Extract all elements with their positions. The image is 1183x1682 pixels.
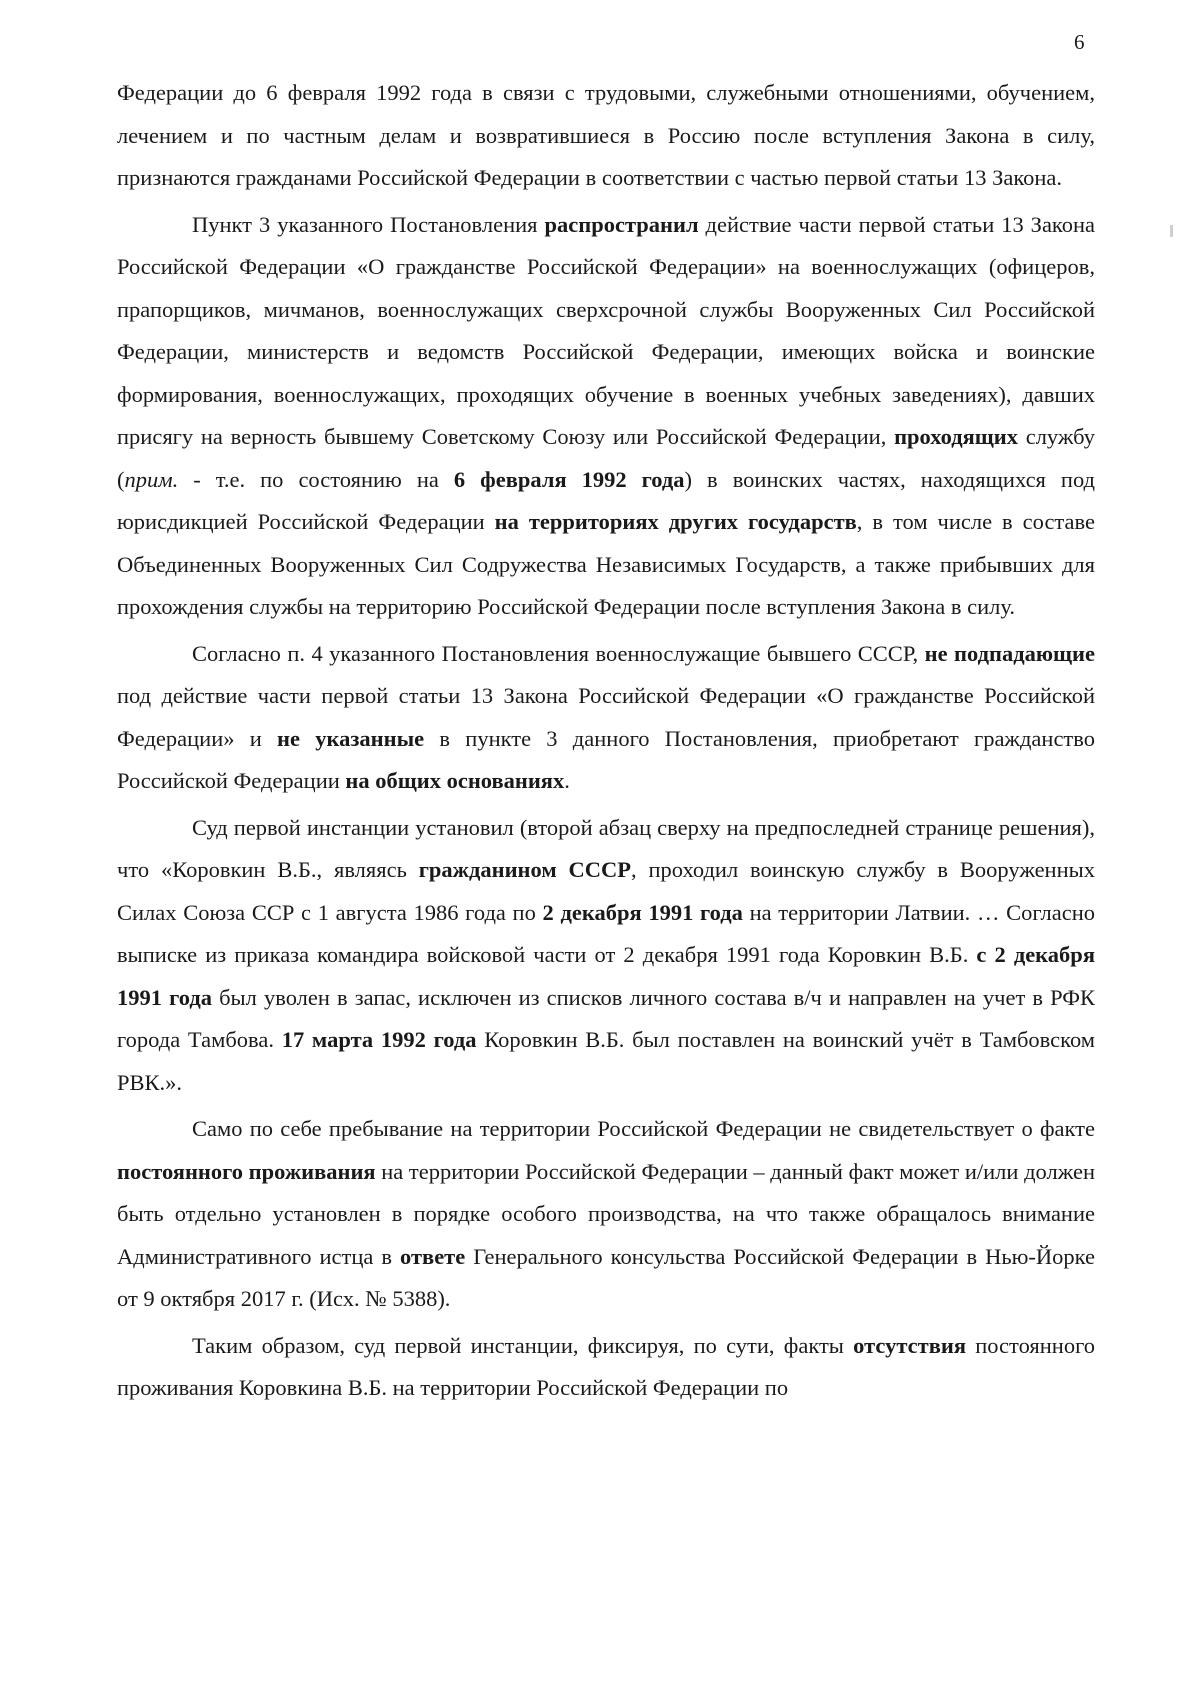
text-run: был уволен в запас, исключен из списков личного состава в/ч и направлен на учет в РФК города Тамбова. bbox=[117, 984, 1096, 1052]
bold-emphasis: 17 марта 1992 года bbox=[281, 1027, 477, 1052]
text-run: , проходил воинскую службу в Вооруженных Силах Союза ССР с 1 августа 1986 года по bbox=[117, 857, 1096, 925]
bold-emphasis: на территориях других государств bbox=[494, 509, 857, 534]
text-run: , в том числе в составе Объединенных Вооруженных Сил Содружества Независимых Государств, а также прибывших для прохождения службы на территорию Российской Федерации после вступления Закона в силу. bbox=[117, 509, 1096, 619]
paragraph-4 bbox=[117, 807, 1095, 1105]
bold-emphasis: 6 февраля 1992 года bbox=[453, 466, 685, 492]
document-body bbox=[117, 72, 1095, 1410]
paragraph-6 bbox=[117, 1325, 1095, 1410]
text-run: на территории Российской Федерации – данный факт может и/или должен быть отдельно установлен в порядке особого производства, на что также обращалось внимание Административного истца в bbox=[117, 1158, 1095, 1269]
text-run: Таким образом, суд первой инстанции, фиксируя, по сути, факты bbox=[192, 1332, 854, 1358]
text-run: Пункт 3 указанного Постановления bbox=[192, 211, 545, 237]
text-run: Коровкин В.Б. был поставлен на воинский учёт в Тамбовском РВК.». bbox=[117, 1027, 1096, 1095]
text-run: действие части первой статьи 13 Закона Российской Федерации «О гражданстве Российской Федерации» на военнослужащих (офицеров, прапорщиков, мичманов, военнослужащих сверхсрочной службы Вооруженных Сил Российской Федерации, министерств и ведомств Российской Федерации, имеющих войска и воинские формирования, военнослужащих, проходящих обучение в военных учебных заведениях), давших присягу на верность бывшему Советскому Союзу или Российской Федерации, bbox=[117, 211, 1095, 449]
bold-emphasis: 2 декабря 1991 года bbox=[542, 899, 743, 925]
text-run: службу ( bbox=[117, 424, 1095, 492]
paragraph-3 bbox=[117, 633, 1095, 803]
bold-emphasis: на общих основаниях bbox=[345, 768, 565, 793]
text-run: . bbox=[564, 768, 570, 793]
paragraph-1 bbox=[117, 72, 1095, 200]
bold-emphasis: распространил bbox=[544, 211, 699, 237]
text-run: в пункте 3 данного Постановления, приобретают гражданство Российской Федерации bbox=[117, 725, 1095, 793]
scan-artifact-mark bbox=[1170, 225, 1173, 237]
text-run: постоянного проживания Коровкина В.Б. на территории Российской Федерации по bbox=[117, 1332, 1096, 1400]
text-run: Согласно п. 4 указанного Постановления военнослужащие бывшего СССР, bbox=[192, 640, 925, 666]
text-run: Само по себе пребывание на территории Российской Федерации не свидетельствует о факте bbox=[192, 1116, 1095, 1141]
bold-emphasis: постоянного проживания bbox=[117, 1158, 376, 1184]
text-run: под действие части первой статьи 13 Закона Российской Федерации «О гражданстве Российской Федерации» и bbox=[117, 683, 1095, 751]
page-number: 6 bbox=[1074, 30, 1085, 54]
text-run: Федерации до 6 февраля 1992 года в связи с трудовыми, служебными отношениями, обучением, лечением и по частным делам и возвратившиеся в Россию после вступления Закона в силу, признаются гражданами Российской Федерации в соответствии с частью первой статьи 13 Закона. bbox=[117, 80, 1095, 190]
bold-emphasis: гражданином СССР bbox=[418, 857, 631, 882]
text-run: - т.е. по состоянию на bbox=[178, 466, 454, 492]
text-run: ) в воинских частях, находящихся под юрисдикцией Российской Федерации bbox=[117, 466, 1096, 534]
bold-emphasis: не подпадающие bbox=[924, 640, 1095, 666]
text-run: Суд первой инстанции установил (второй абзац сверху на предпоследней странице решения), что «Коровкин В.Б., являясь bbox=[117, 814, 1095, 882]
bold-emphasis: ответе bbox=[400, 1243, 466, 1269]
italic-note: прим. bbox=[124, 466, 179, 492]
bold-emphasis: отсутствия bbox=[853, 1332, 966, 1358]
paragraph-5 bbox=[117, 1108, 1095, 1321]
text-run: на территории Латвии. … Согласно выписке из приказа командира войсковой части от 2 декабря 1991 года Коровкин В.Б. bbox=[117, 899, 1095, 967]
bold-emphasis: не указанные bbox=[277, 725, 425, 751]
paragraph-2 bbox=[117, 204, 1095, 629]
bold-emphasis: проходящих bbox=[894, 424, 1018, 449]
text-run: Генерального консульства Российской Федерации в Нью-Йорке от 9 октября 2017 г. (Исх. № 5388). bbox=[117, 1243, 1095, 1311]
bold-emphasis: с 2 декабря 1991 года bbox=[117, 942, 1095, 1010]
